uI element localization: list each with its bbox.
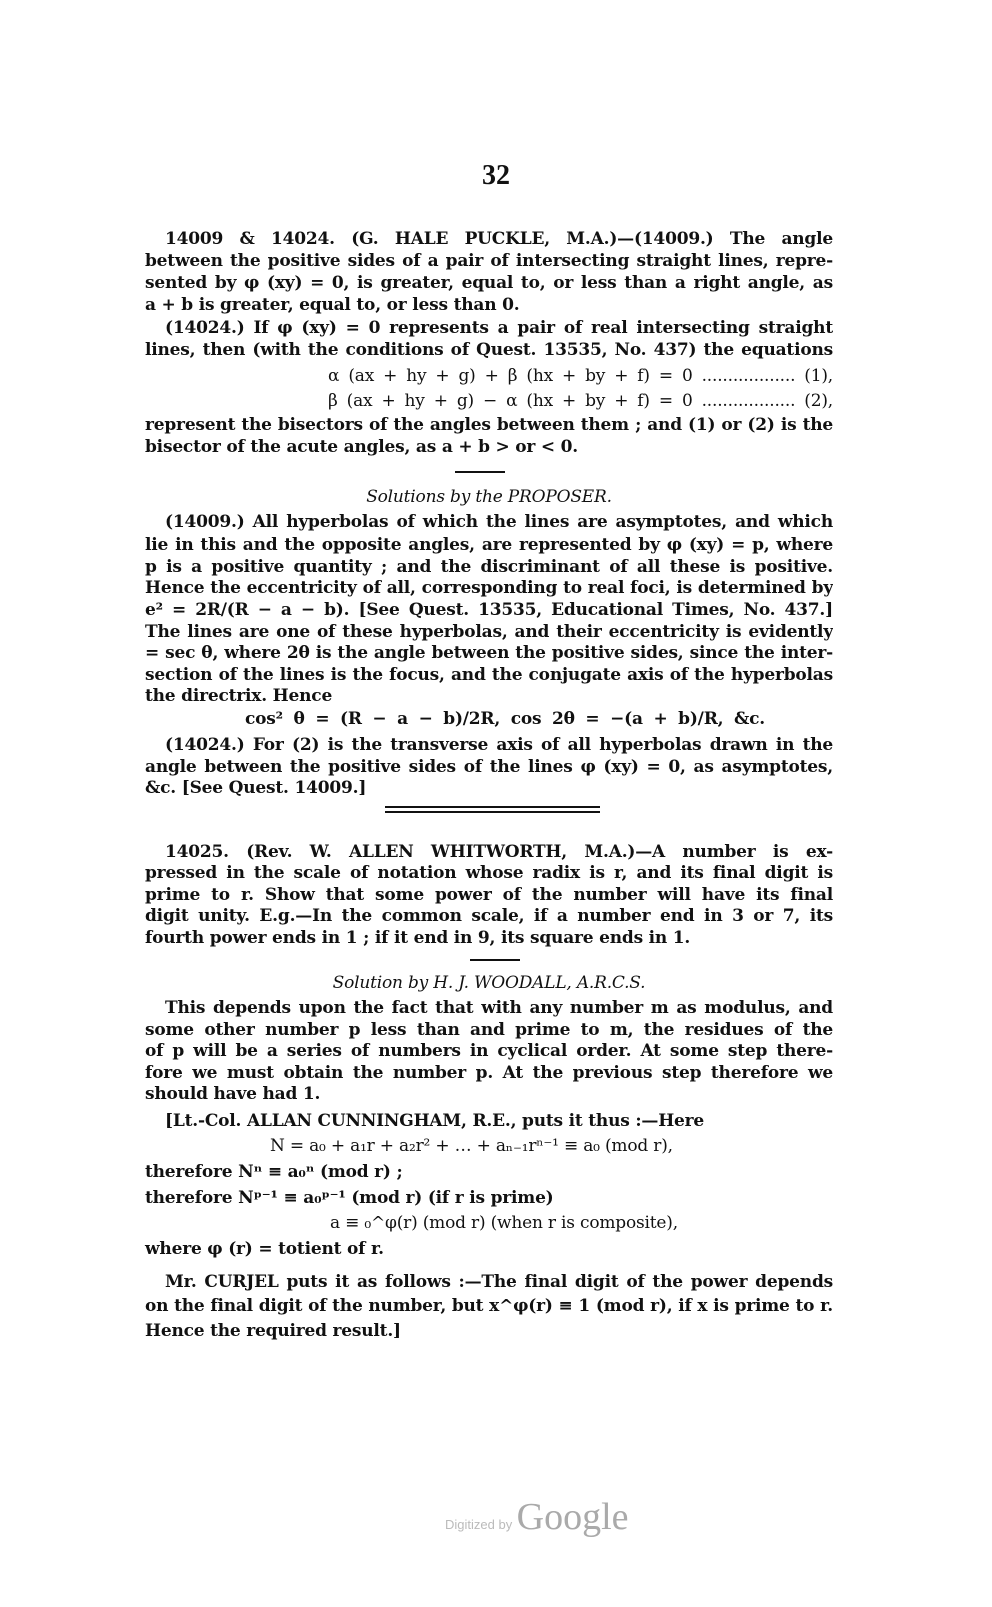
text-line: Solutions by the PROPOSER. — [366, 487, 612, 507]
watermark-prefix: Digitized by — [445, 1517, 513, 1532]
text-line: lines, then (with the conditions of Quest. 13535, No. 437) the equations — [145, 340, 833, 360]
text-line: fourth power ends in 1 ; if it end in 9, its square ends in 1. — [145, 928, 691, 948]
text-line: (14024.) For (2) is the transverse axis of all hyperbolas drawn in the — [165, 735, 833, 755]
text-line: of p will be a series of numbers in cyclical order. At some step there- — [145, 1041, 833, 1061]
text-line: Solution by H. J. WOODALL, A.R.C.S. — [332, 973, 646, 993]
page-number: 32 — [482, 160, 510, 191]
text-line: = sec θ, where 2θ is the angle between the positive sides, since the inter- — [145, 643, 833, 663]
text-line: β (ax + hy + g) − α (hx + by + f) = 0 .................. (2), — [328, 391, 833, 411]
text-line: some other number p less than and prime to m, the residues of the — [145, 1020, 833, 1040]
text-line: therefore Nⁿ ≡ a₀ⁿ (mod r) ; — [145, 1162, 403, 1182]
text-line: This depends upon the fact that with any number m as modulus, and — [165, 998, 833, 1018]
text-line: represent the bisectors of the angles between them ; and (1) or (2) is the — [145, 415, 833, 435]
text-line: [Lt.-Col. ALLAN CUNNINGHAM, R.E., puts it thus :—Here — [165, 1111, 705, 1131]
section-rule — [455, 471, 505, 473]
text-line: &c. [See Quest. 14009.] — [145, 778, 367, 798]
text-line: prime to r. Show that some power of the number will have its final — [145, 885, 833, 905]
text-line: N = a₀ + a₁r + a₂r² + … + aₙ₋₁rⁿ⁻¹ ≡ a₀ (mod r), — [270, 1136, 673, 1156]
section-rule — [470, 959, 520, 961]
text-line: Hence the required result.] — [145, 1321, 401, 1341]
text-line: a ≡ ₀^φ(r) (mod r) (when r is composite), — [330, 1213, 678, 1233]
text-line: e² = 2R/(R − a − b). [See Quest. 13535, Educational Times, No. 437.] — [145, 600, 833, 620]
text-line: fore we must obtain the number p. At the previous step therefore we — [145, 1063, 833, 1083]
text-line: α (ax + hy + g) + β (hx + by + f) = 0 .................. (1), — [328, 366, 833, 386]
text-line: between the positive sides of a pair of intersecting straight lines, repre- — [145, 251, 833, 271]
text-line: cos² θ = (R − a − b)/2R, cos 2θ = −(a + b)/R, &c. — [245, 709, 765, 729]
text-line: bisector of the acute angles, as a + b > or < 0. — [145, 437, 579, 457]
text-line: (14009.) All hyperbolas of which the lines are asymptotes, and which — [165, 512, 833, 532]
text-line: should have had 1. — [145, 1084, 321, 1104]
digitized-by-google-watermark — [445, 1495, 629, 1539]
text-line: angle between the positive sides of the lines φ (xy) = 0, as asymptotes, — [145, 757, 833, 777]
text-line: 14009 & 14024. (G. HALE PUCKLE, M.A.)—(14009.) The angle — [165, 229, 833, 249]
text-line: the directrix. Hence — [145, 686, 333, 706]
double-rule-top — [385, 806, 600, 808]
text-line: Mr. CURJEL puts it as follows :—The final digit of the power depends — [165, 1272, 833, 1292]
text-line: where φ (r) = totient of r. — [145, 1239, 384, 1259]
text-line: digit unity. E.g.—In the common scale, if a number end in 3 or 7, its — [145, 906, 833, 926]
text-line: on the final digit of the number, but x^φ(r) ≡ 1 (mod r), if x is prime to r. — [145, 1296, 833, 1316]
text-line: (14024.) If φ (xy) = 0 represents a pair of real intersecting straight — [165, 318, 833, 338]
text-line: section of the lines is the focus, and the conjugate axis of the hyperbolas — [145, 665, 833, 685]
text-line: The lines are one of these hyperbolas, and their eccentricity is evidently — [145, 622, 833, 642]
text-line: therefore Nᵖ⁻¹ ≡ a₀ᵖ⁻¹ (mod r) (if r is prime) — [145, 1188, 554, 1208]
text-line: pressed in the scale of notation whose radix is r, and its final digit is — [145, 863, 833, 883]
text-line: Hence the eccentricity of all, corresponding to real foci, is determined by — [145, 578, 833, 598]
text-line: p is a positive quantity ; and the discriminant of all these is positive. — [145, 557, 833, 577]
text-line: a + b is greater, equal to, or less than 0. — [145, 295, 520, 315]
text-line: 14025. (Rev. W. ALLEN WHITWORTH, M.A.)—A number is ex- — [165, 842, 833, 862]
double-rule-bottom — [385, 811, 600, 813]
text-line: lie in this and the opposite angles, are represented by φ (xy) = p, where — [145, 535, 833, 555]
text-line: sented by φ (xy) = 0, is greater, equal to, or less than a right angle, as — [145, 273, 833, 293]
google-logo: Google — [516, 1496, 629, 1538]
